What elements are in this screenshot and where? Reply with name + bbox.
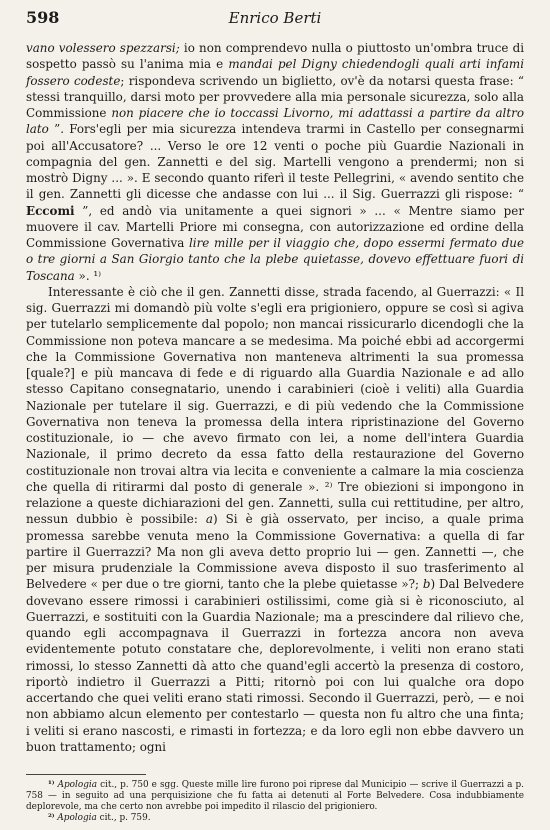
footnote-text: cit., p. 759. xyxy=(96,813,151,824)
text-span: ) Dal Belvedere dovevano essere rimossi i carabinieri ostilissimi, come già si è riconosciuto, al Guerrazzi, e sostituiti con la Guardia Nazionale; ma a prescindere dal rilievo che, quando egli accompagnava il Guerrazzi in fortezza ancora non aveva evidentemente potuto constatare che, deplorevolmente, i veliti non erano stati rimossi, lo stesso Zannetti dà atto che quand'egli accertò la presenza di costoro, riportò indietro il Guerrazzi a Pitti; ritornò poi con lui qualche ora dopo accertando che quei veliti erano stati rimossi. Secondo il Guerrazzi, però, — e noi non abbiamo alcun elemento per contestarlo — questa non fu altro che una finta; i veliti si erano nascosti, e rimasti in fortezza; e da loro egli non ebbe davvero un buon trattamento; ogni xyxy=(26,577,525,754)
footnotes xyxy=(26,780,524,824)
text-span: lire mille per il viaggio che, dopo essermi fermato due o tre giorni a San Giorgio tanto che la plebe quietasse, dovevo effettuare fuori di Toscana xyxy=(26,236,525,283)
text-span: Interessante è ciò che il gen. Zannetti disse, strada facendo, al Guerrazzi: « Il sig. Guerrazzi mi domandò più volte s'egli era prigioniero, oppure se così si agiva per tutelarlo semplicemente dal popolo; non mancai rissicurarlo dicendogli che la Commissione non poteva mancare a se medesima. Ma poiché ebbi ad accorgermi che la Commissione Governativa non manteneva altrimenti la sua promessa [quale?] e più mancava di fede e di riguardo alla Guardia Nazionale e ad allo stesso Capitano consegnatario, unendo i carabinieri (cioè i veliti) alla Guardia Nazionale per tutelare il sig. Guerrazzi, e di più vedendo che la Commissione Governativa non teneva la promessa della intera ripristinazione del Governo costituzionale, io — che avevo firmato con lei, a nome dell'intera Guardia Nazionale, il primo decreto da essa fatto della restaurazione del Governo costituzionale non trovai altra via lecita e conveniente a calmare la mia coscienza che quella di ritirarmi dal posto di generale ». ²⁾ Tre obiezioni si impongono in relazione a queste dichiarazioni del gen. Zannetti, sulla cui rettitudine, per altro, nessun dubbio è possibile: xyxy=(26,284,524,527)
text-span: ». ¹⁾ xyxy=(74,268,102,283)
footnote-mark: ¹⁾ xyxy=(48,780,55,790)
footnote-mark: ²⁾ xyxy=(48,813,55,824)
text-span: ) Si è già osservato, per inciso, a quale prima promessa sarebbe venuta meno la Commissione Governativa: a quella di far partire il Guerrazzi? Ma non gli aveva detto proprio lui — gen. Zannetti —, che per misura prudenziale la Commissione aveva disposto il suo trasferimento al Belvedere « per due o tre giorni, tanto che la plebe quietasse »?; xyxy=(26,512,524,592)
text-span: b xyxy=(422,577,431,592)
footnote-1 xyxy=(26,780,524,813)
page-header xyxy=(26,8,524,32)
paragraph-2 xyxy=(26,284,524,755)
text-span: Eccomi xyxy=(26,203,75,218)
paragraph-1 xyxy=(26,40,524,284)
text-span: non piacere che io toccassi Livorno, mi adattassi a partire da altro lato xyxy=(26,106,524,137)
page-number: 598 xyxy=(26,8,60,27)
text-span: ; rispondeva scrivendo un biglietto, ov'è da notarsi questa frase: “ stessi tranquillo, darsi moto per provvedere alla mia personale sicurezza, solo alla Commissione xyxy=(26,73,524,120)
text-span: ”, ed andò via unitamente a quei signori » ... « Mentre siamo per muovere il cav. Martelli Priore mi consegna, con autorizzazione ed ordine della Commissione Governativa xyxy=(26,203,524,250)
footnote-divider xyxy=(26,774,146,775)
running-title: Enrico Berti xyxy=(228,9,322,27)
footnote-text: cit., p. 750 e sgg. Queste mille lire furono poi riprese dal Municipio — scrive il Guerrazzi a p. 758 — in seguito ad una perquisizione che fu fatta ai detenuti al Forte Belvedere. Cosa indubbiamente deplorevole, ma che certo non avrebbe poi impedito il rilascio del prigioniero. xyxy=(26,780,524,813)
text-span: vano volessero spezzarsi; xyxy=(26,41,180,55)
text-span: mandai pel Digny chiedendogli quali arti infami fossero codeste xyxy=(26,57,525,88)
footnote-source: Apologia xyxy=(57,813,97,824)
text-span: ”. Fors'egli per mia sicurezza intendeva trarmi in Castello per consegnarmi poi all'Accusatore? ... Verso le ore 12 venti o poche più Guardie Nazionali in compagnia del gen. Zannetti e del sig. Martelli vengono a prendermi; non si mostrò Digny ... ». E secondo quanto riferì il teste Pellegrini, « avendo sentito che il gen. Zannetti gli dicesse che andasse con lui ... il Sig. Guerrazzi gli rispose: “ xyxy=(26,122,524,202)
body-text xyxy=(26,40,524,755)
text-span: io non comprendevo nulla o piuttosto un'ombra truce di sospetto passò su l'anima mia e xyxy=(26,41,524,72)
footnote-source: Apologia xyxy=(57,780,98,790)
footnote-2 xyxy=(26,813,524,824)
text-span: a xyxy=(205,512,213,527)
